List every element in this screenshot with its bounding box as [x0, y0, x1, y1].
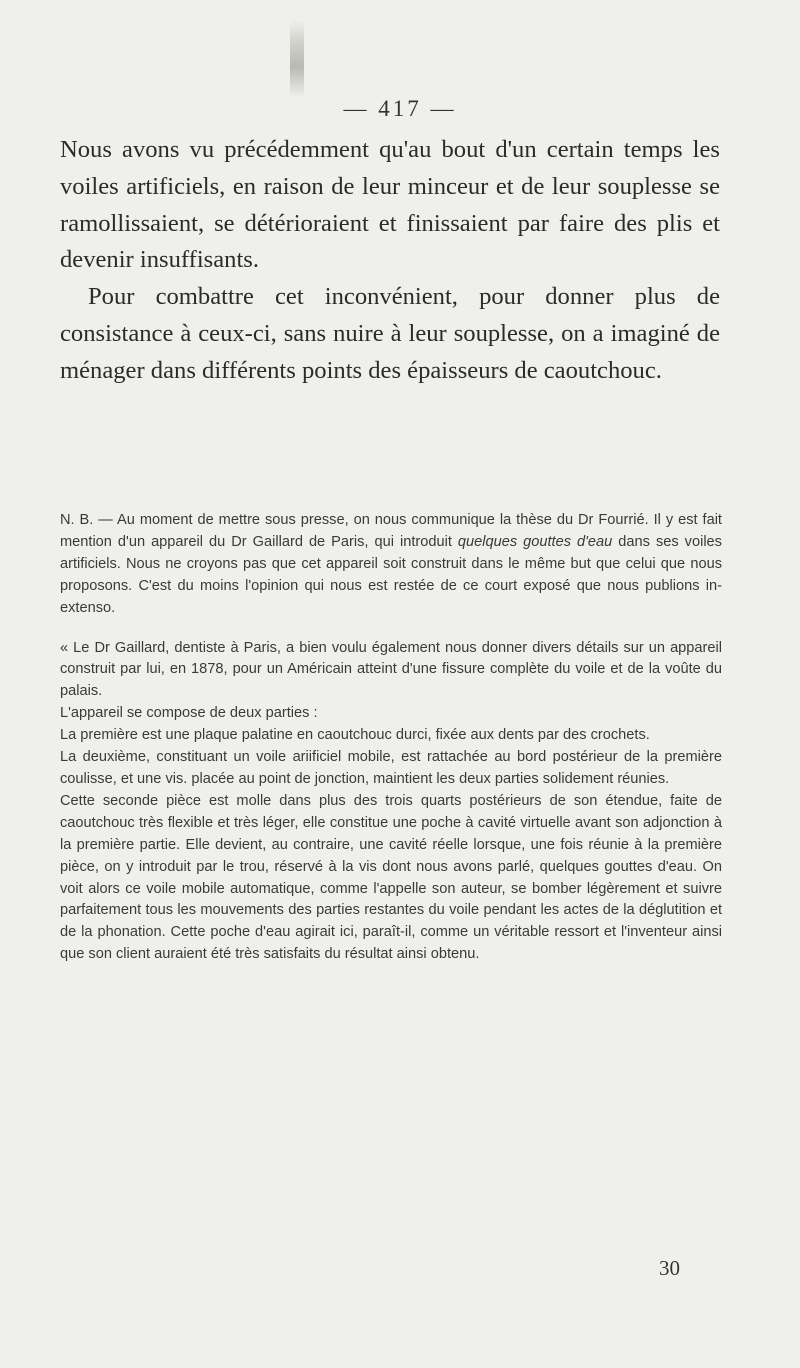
note-nb [60, 510, 722, 620]
ink-stain [290, 20, 304, 98]
quote-paragraph: La première est une plaque palatine en caoutchouc durci, fixée aux dents par des crochets. [60, 727, 650, 744]
paragraph-voiles: Nous avons vu précédemment qu'au bout d'un certain temps les voiles artificiels, en raison de leur minceur et de leur souplesse se ramollissaient, se détérioraient et finissaient par faire des plis et devenir insuffisants. [60, 136, 720, 274]
quote-paragraph: La deuxième, constituant un voile ariificiel mobile, est rattachée au bord postérieur de la première coulisse, et une vis. placée au point de jonction, maintient les deux parties solidement réunies. [60, 749, 722, 787]
signature-mark: 30 [659, 1256, 680, 1280]
page-number: — 417 — [343, 96, 457, 121]
note-block [60, 510, 722, 966]
quote-paragraph: « Le Dr Gaillard, dentiste à Paris, a bien voulu également nous donner divers détails sur un appareil construit par lui, en 1878, pour un Américain atteint d'une fissure complète du voile et de la voûte du palais. [60, 639, 722, 700]
main-text-block [60, 132, 720, 390]
paragraph-consistance: Pour combattre cet inconvénient, pour donner plus de consistance à ceux-ci, sans nuire à leur souplesse, on a imaginé de ménager dans différents points des épaisseurs de caoutchouc. [60, 283, 720, 384]
note-nb-italic: quelques gouttes d'eau [457, 533, 613, 550]
note-nb-text-2: dans ses voiles artificiels. Nous ne croyons pas que cet appareil soit construit dans le même but que celui que nous proposons. C'est du moins l'opinion qui nous est restée de ce court exposé que nous publions in-extenso. [60, 533, 722, 616]
note-nb-text-1: N. B. — Au moment de mettre sous presse, on nous communique la thèse du Dr Fourrié. Il y est fait mention d'un appareil du Dr Gaillard de Paris, qui introduit [60, 512, 722, 550]
quote-paragraph: Cette seconde pièce est molle dans plus des trois quarts postérieurs de son étendue, faite de caoutchouc très flexible et très léger, elle constitue une poche à cavité virtuelle avant son adjonction à la première partie. Elle devient, au contraire, une cavité réelle lorsque, une fois réunie à la première pièce, on y introduit par le trou, réservé à la vis dont nous avons parlé, quelques gouttes d'eau. On voit alors ce voile mobile automatique, comme l'appelle son auteur, se bomber légèrement et suivre parfaitement tous les mouvements des parties restantes du voile pendant les actes de la déglutition et de la phonation. Cette poche d'eau agirait ici, paraît-il, comme un véritable ressort et l'inventeur ainsi que son client auraient été très satisfaits du résultat ainsi obtenu. [60, 792, 722, 963]
quote-paragraph: L'appareil se compose de deux parties : [60, 705, 318, 722]
